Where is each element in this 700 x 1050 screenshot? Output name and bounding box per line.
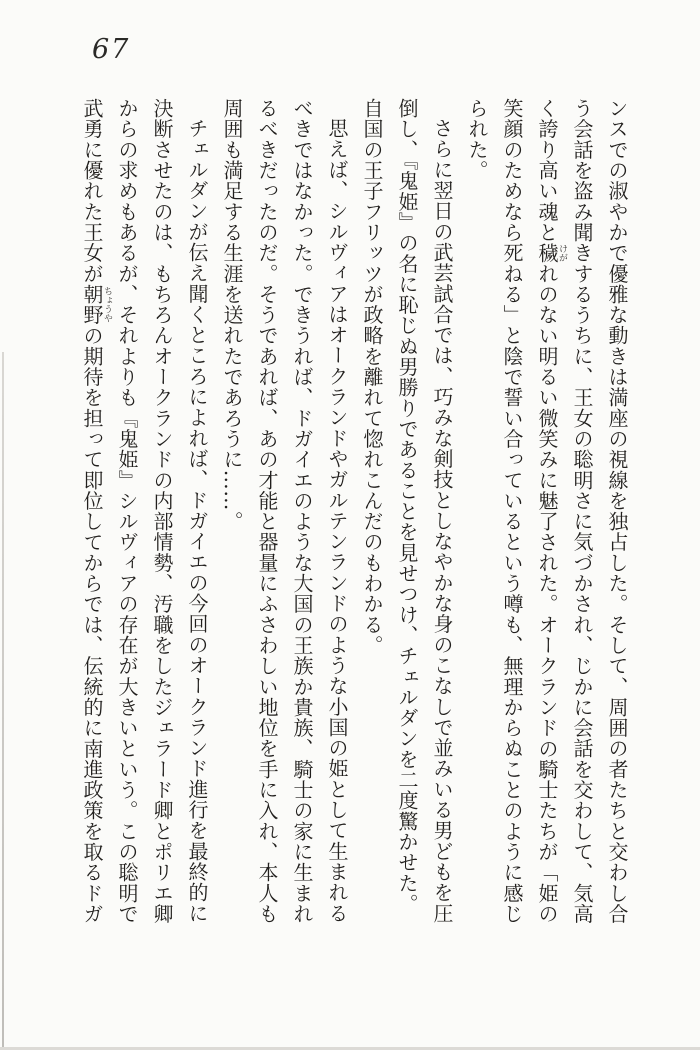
page-number: 67 [92,34,131,65]
furigana-annotated-word: 朝野ちょうや [80,283,112,326]
body-text [74,98,634,926]
paragraph: ンスでの淑やかで優雅な動きは満座の視線を独占した。そして、周囲の者たちと交わし合う会話を盗み聞きするうちに、王女の聡明さに気づかされ、じかに会話を交わして、気高く誇り高い魂と穢けがれのない明るい微笑みに魅了された。オークランドの騎士たちが「姫の笑顔のためなら死ねる」と陰で誓い合っているという噂も、無理からぬことのように感じられた。 [465,98,629,925]
furigana-annotated-word: 穢けが [535,242,567,264]
paragraph: 思えば、シルヴィアはオークランドやガルテンランドのような小国の姫として生まれるべきではなかった。できうれば、ドガイエのような大国の王族か貴族、騎士の家に生まれるべきだったのだ。そうであれば、あの才能と器量にふさわしい地位を手に入れ、本人も周囲も満足する生涯を送れたであろうに……。 [220,98,349,924]
paragraph: チェルダンが伝え聞くところによれば、ドガイエの今回のオークランド進行を最終的に決断させたのは、もちろんオークランドの内部情勢、汚職をしたジェラード卿とポリエ卿からの求めもあるが、それよりも『鬼姫』シルヴィアの存在が大きいという。この聡明で武勇に優れた王女が朝野ちょうやの期待を担って即位してからでは、伝統的に南進政策を取るドガ [80,98,209,925]
paragraph: さらに翌日の武芸試合では、巧みな剣技としなやかな身のこなしで並みいる男どもを圧倒し、『鬼姫』の名に恥じぬ男勝りであることを見せつけ、チェルダンを二度驚かせた。自国の王子フリッツが政略を離れて惚れこんだのもわかる。 [360,98,454,924]
page-edge-line-left [2,352,4,1050]
